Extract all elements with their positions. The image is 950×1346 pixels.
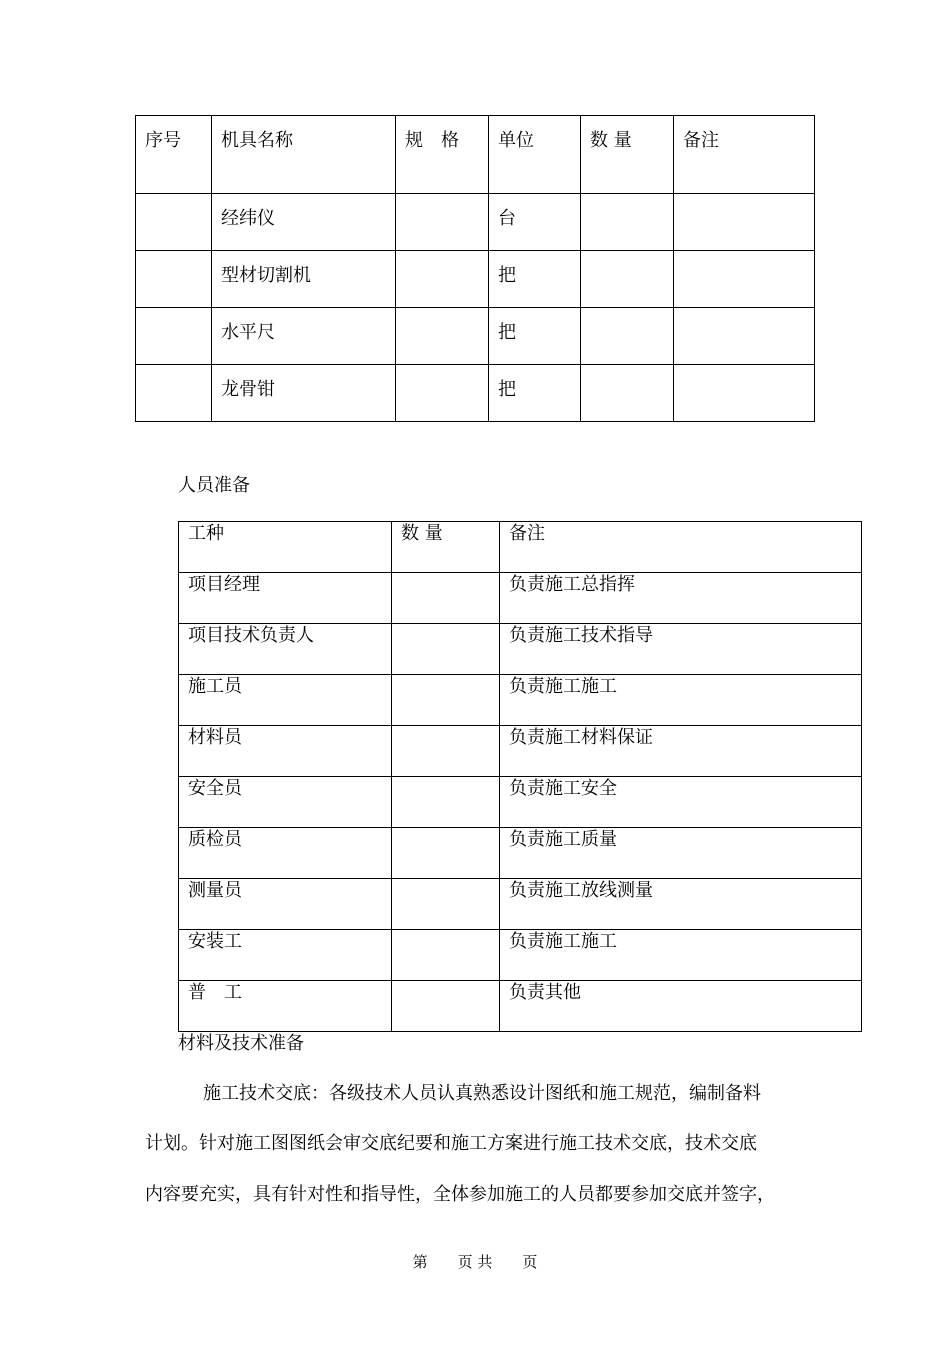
header-cell: 数 量: [392, 522, 500, 573]
table-cell: [674, 194, 815, 251]
table-cell: [392, 930, 500, 981]
table-cell: [392, 675, 500, 726]
header-cell: 单位: [489, 116, 581, 194]
table-cell: [392, 726, 500, 777]
header-cell: 工种: [179, 522, 392, 573]
table-cell: [581, 194, 674, 251]
table-row: [179, 930, 862, 981]
table-cell: [581, 308, 674, 365]
table-cell: [674, 365, 815, 422]
table-cell: 经纬仪: [212, 194, 396, 251]
tools-table: [135, 115, 815, 422]
staff-table: [178, 521, 862, 1032]
table-cell: 负责其他: [500, 981, 862, 1032]
table-cell: 施工员: [179, 675, 392, 726]
table-row: [179, 777, 862, 828]
table-cell: 负责施工技术指导: [500, 624, 862, 675]
table-cell: 负责施工材料保证: [500, 726, 862, 777]
table-cell: [581, 365, 674, 422]
table-row: [179, 624, 862, 675]
table-row: [136, 194, 815, 251]
table-cell: 把: [489, 365, 581, 422]
table-cell: [392, 981, 500, 1032]
table-cell: [136, 251, 212, 308]
table-cell: [581, 251, 674, 308]
table-cell: 质检员: [179, 828, 392, 879]
table-cell: 测量员: [179, 879, 392, 930]
table-cell: 负责施工放线测量: [500, 879, 862, 930]
table-cell: 龙骨钳: [212, 365, 396, 422]
table-cell: 把: [489, 251, 581, 308]
header-cell: 序号: [136, 116, 212, 194]
paragraph-line: 施工技术交底：各级技术人员认真熟悉设计图纸和施工规范，编制备料: [203, 1083, 761, 1104]
staff-heading: 人员准备: [178, 475, 250, 496]
table-row: [179, 573, 862, 624]
table-cell: 材料员: [179, 726, 392, 777]
table-cell: 安全员: [179, 777, 392, 828]
header-cell: 备注: [500, 522, 862, 573]
table-cell: [392, 879, 500, 930]
table-cell: 负责施工安全: [500, 777, 862, 828]
table-cell: 安装工: [179, 930, 392, 981]
table-cell: 台: [489, 194, 581, 251]
material-heading: 材料及技术准备: [178, 1033, 304, 1054]
header-cell: 规 格: [396, 116, 489, 194]
table-header-row: [179, 522, 862, 573]
table-cell: [674, 308, 815, 365]
table-cell: [136, 308, 212, 365]
paragraph-line: 计划。针对施工图图纸会审交底纪要和施工方案进行施工技术交底，技术交底: [145, 1133, 757, 1154]
table-cell: 项目技术负责人: [179, 624, 392, 675]
table-cell: [136, 194, 212, 251]
page-footer: 第 页 共 页: [412, 1253, 538, 1271]
table-cell: [136, 365, 212, 422]
table-cell: [396, 308, 489, 365]
table-cell: 把: [489, 308, 581, 365]
table-row: [179, 675, 862, 726]
table-row: [179, 879, 862, 930]
table-cell: [392, 828, 500, 879]
table-cell: 负责施工施工: [500, 675, 862, 726]
table-row: [136, 308, 815, 365]
table-cell: [396, 251, 489, 308]
table-cell: [392, 777, 500, 828]
table-cell: 负责施工施工: [500, 930, 862, 981]
table-cell: [396, 194, 489, 251]
table-cell: [392, 624, 500, 675]
table-row: [179, 981, 862, 1032]
table-row: [136, 365, 815, 422]
table-cell: [392, 573, 500, 624]
table-cell: [674, 251, 815, 308]
table-row: [179, 828, 862, 879]
table-cell: 水平尺: [212, 308, 396, 365]
table-row: [136, 251, 815, 308]
paragraph-line: 内容要充实，具有针对性和指导性，全体参加施工的人员都要参加交底并签字，: [145, 1184, 775, 1205]
table-cell: 项目经理: [179, 573, 392, 624]
header-cell: 数 量: [581, 116, 674, 194]
header-cell: 机具名称: [212, 116, 396, 194]
table-cell: 负责施工总指挥: [500, 573, 862, 624]
table-cell: 型材切割机: [212, 251, 396, 308]
table-header-row: [136, 116, 815, 194]
table-cell: [396, 365, 489, 422]
header-cell: 备注: [674, 116, 815, 194]
table-row: [179, 726, 862, 777]
table-cell: 普 工: [179, 981, 392, 1032]
table-cell: 负责施工质量: [500, 828, 862, 879]
